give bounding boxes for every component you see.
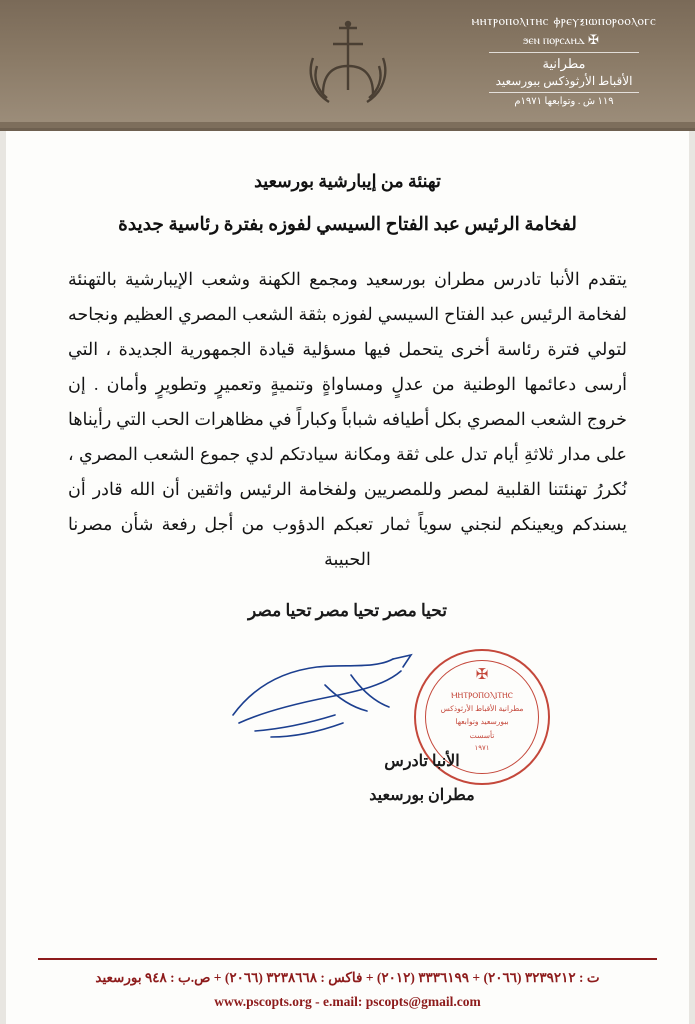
footer-contact-line: ت : ٣٢٣٩٢١٢ (٢٠٦٦) + ٣٣٣٦١٩٩ (٢٠١٢) + فاكس : ٣٢٣٨٦٦٨ (٢٠٦٦) + ص.ب : ٩٤٨ بورسعيد bbox=[95, 970, 600, 985]
logo-arabic-line3: ١١٩ ش . وتوابعها ١٩٧١م bbox=[514, 95, 614, 107]
logo-arabic-line2: الأقباط الأرثوذكس ببورسعيد bbox=[495, 73, 633, 88]
signer-name: الأنبا تادرس bbox=[384, 753, 460, 770]
logo-divider-2 bbox=[489, 92, 639, 93]
handwritten-signature bbox=[225, 645, 445, 755]
stamp-line-1: ⲘⲎⲦⲢⲞⲠⲞⲖⲒⲦⲎⲤ bbox=[451, 691, 513, 700]
logo-coptic-line: ⲙⲏⲧⲣⲟⲡⲟⲗⲓⲧⲏⲥ ⲫⲣⲉⲩⲝⲓⲱⲡⲟⲣⲟⲟⲗⲟⲅⲥ bbox=[471, 14, 657, 29]
signer-title: مطران بورسعيد bbox=[369, 787, 475, 804]
logo-arabic-line1: مطرانية bbox=[542, 55, 586, 71]
stamp-line-4: تأسست bbox=[469, 731, 495, 740]
footer-web-line[interactable]: www.pscopts.org - e.mail: pscopts@gmail.com bbox=[214, 994, 481, 1009]
coptic-cross-wreath-crest-icon bbox=[293, 16, 403, 112]
page-edge-right bbox=[689, 0, 695, 1024]
document-content bbox=[0, 131, 695, 621]
footer-divider bbox=[38, 958, 657, 960]
coptic-cross-icon: ✠ bbox=[588, 32, 599, 48]
stamp-line-5: ١٩٧١ bbox=[474, 745, 490, 752]
document-title-line-2: لفخامة الرئيس عبد الفتاح السيسي لفوزه بفترة رئاسية جديدة bbox=[118, 215, 577, 235]
stamp-cross-icon: ✠ bbox=[475, 667, 489, 683]
page-edge-left bbox=[0, 0, 6, 1024]
logo-coptic-line2: ϧⲉⲛ ⲡⲟⲣⲥⲁⲏⲇ bbox=[523, 33, 585, 48]
logo-divider bbox=[489, 52, 639, 53]
stamp-line-3: ببورسعيد وتوابعها bbox=[455, 717, 509, 726]
document-title-line-1: تهنئة من إيبارشية بورسعيد bbox=[254, 171, 441, 191]
document-footer bbox=[0, 958, 695, 1024]
document-body-paragraph: يتقدم الأنبا تادرس مطران بورسعيد ومجمع الكهنة وشعب الإيبارشية بالتهنئة لفخامة الرئيس عبد الفتاح السيسي لفوزه بثقة الشعب المصري العظيم ونجاحه لتولي فترة رئاسة أخرى يتحمل فيها مسؤلية قيادة الجمهورية الجديدة ، التي أرسى دعائمها الوطنية من عدلٍ ومساواةٍ وتنميةٍ وتعميرٍ وتطويرٍ وأمان . إن خروج الشعب المصري بكل أطيافه شباباً وكباراً في مظاهرات الحب التي رأيناها على مدار ثلاثةِ أيام تدل على ثقة ومكانة سيادتكم لدي جموع الشعب المصري ، نُكررُ تهنئتنا القلبية لمصر وللمصريين ولفخامة الرئيس واثقين أن الله قادر أن يسندكم ويعينكم لنجني سوياً ثمار تعبكم الدؤوب من أجل رفعة شأن مصرنا الحبيبة bbox=[68, 269, 627, 569]
stamp-line-2: مطرانية الأقباط الأرثوذكس bbox=[440, 704, 524, 713]
diocese-logo bbox=[459, 14, 669, 108]
signature-area bbox=[0, 639, 695, 819]
letterhead-band bbox=[0, 0, 695, 131]
document-slogan: تحيا مصر تحيا مصر تحيا مصر bbox=[248, 601, 447, 620]
